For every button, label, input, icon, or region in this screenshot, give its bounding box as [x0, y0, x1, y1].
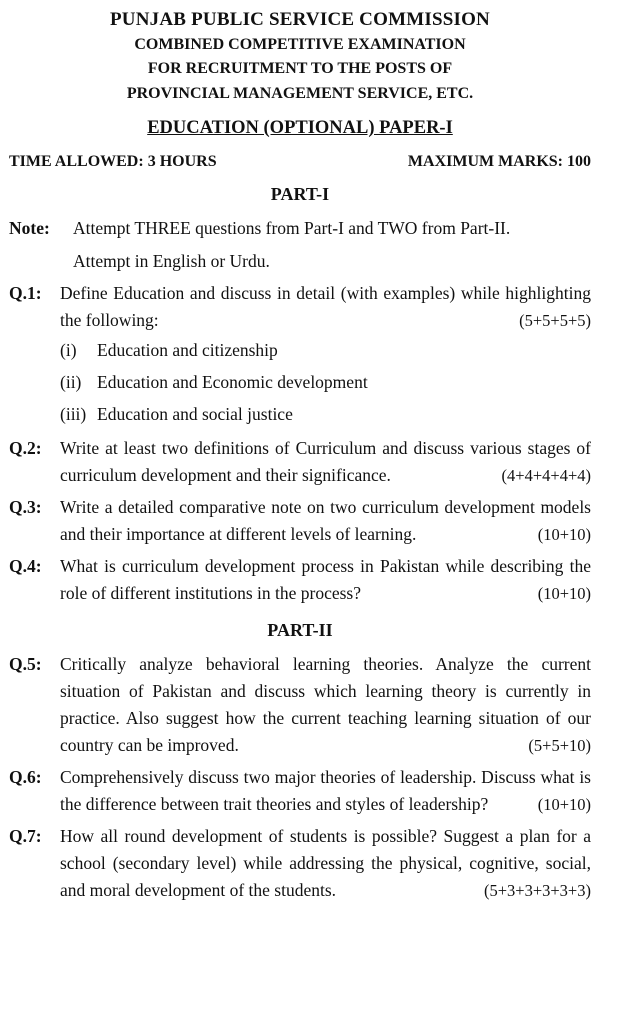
part-2-title: PART-II [267, 620, 333, 640]
item-text: Education and citizenship [97, 340, 278, 360]
item-label: (ii) [60, 372, 82, 392]
question-3 [9, 494, 591, 548]
question-7 [9, 823, 591, 904]
item-text: Education and social justice [97, 404, 293, 424]
item-label: (i) [60, 340, 77, 360]
question-text: Write at least two definitions of Curriculum and discuss various stages of curriculum development and their significance. [60, 438, 591, 485]
question-text: What is curriculum development process in Pakistan while describing the role of different institutions in the process? [60, 556, 591, 603]
q1-item-1 [9, 334, 591, 366]
question-6 [9, 764, 591, 818]
question-marks: (4+4+4+4+4) [501, 466, 591, 485]
item-label: (iii) [60, 404, 87, 424]
item-text: Education and Economic development [97, 372, 368, 392]
question-2 [9, 435, 591, 489]
commission-name: PUNJAB PUBLIC SERVICE COMMISSION [110, 9, 490, 30]
question-marks: (5+3+3+3+3+3) [483, 881, 591, 900]
question-text: Define Education and discuss in detail (with examples) while highlighting the following: [60, 283, 591, 330]
maximum-marks: MAXIMUM MARKS: 100 [407, 153, 591, 170]
question-4 [9, 553, 591, 607]
question-marks: (10+10) [537, 795, 591, 814]
time-marks-bar [9, 153, 591, 171]
note-language: Attempt in English or Urdu. [73, 251, 270, 271]
exam-paper [9, 8, 591, 904]
question-text: Comprehensively discuss two major theories of leadership. Discuss what is the difference between trait theories and styles of leadership? [60, 767, 591, 814]
q1-item-3 [9, 398, 591, 430]
question-label: Q.3: [9, 497, 42, 517]
question-text: Write a detailed comparative note on two curriculum development models and their importance at different levels of learning. [60, 497, 591, 544]
question-marks: (5+5+10) [528, 736, 591, 755]
note-label: Note: [9, 218, 50, 238]
part-1-title: PART-I [270, 184, 330, 204]
exam-header [9, 8, 591, 106]
question-text: Critically analyze behavioral learning theories. Analyze the current situation of Pakistan and discuss which learning theory is currently in practice. Also suggest how the current teaching learning situation of our country can be improved. [60, 654, 591, 755]
exam-name: COMBINED COMPETITIVE EXAMINATION [134, 35, 466, 53]
recruitment-line: FOR RECRUITMENT TO THE POSTS OF [147, 60, 453, 77]
question-5 [9, 651, 591, 759]
note [9, 215, 591, 241]
question-marks: (10+10) [537, 584, 591, 603]
question-marks: (5+5+5+5) [519, 311, 591, 330]
question-label: Q.5: [9, 654, 42, 674]
subject-title: EDUCATION (OPTIONAL) PAPER-I [147, 118, 453, 138]
q1-item-2 [9, 366, 591, 398]
question-label: Q.4: [9, 556, 42, 576]
question-label: Q.6: [9, 767, 42, 787]
question-label: Q.2: [9, 438, 42, 458]
question-label: Q.1: [9, 283, 42, 303]
service-line: PROVINCIAL MANAGEMENT SERVICE, ETC. [126, 84, 474, 102]
question-1 [9, 280, 591, 334]
question-marks: (10+10) [537, 525, 591, 544]
question-text: How all round development of students is possible? Suggest a plan for a school (secondary level) while addressing the physical, cognitive, social, and moral development of the students. [60, 826, 591, 900]
time-allowed: TIME ALLOWED: 3 HOURS [9, 153, 217, 170]
question-label: Q.7: [9, 826, 42, 846]
note-text: Attempt THREE questions from Part-I and TWO from Part-II. [73, 218, 511, 238]
